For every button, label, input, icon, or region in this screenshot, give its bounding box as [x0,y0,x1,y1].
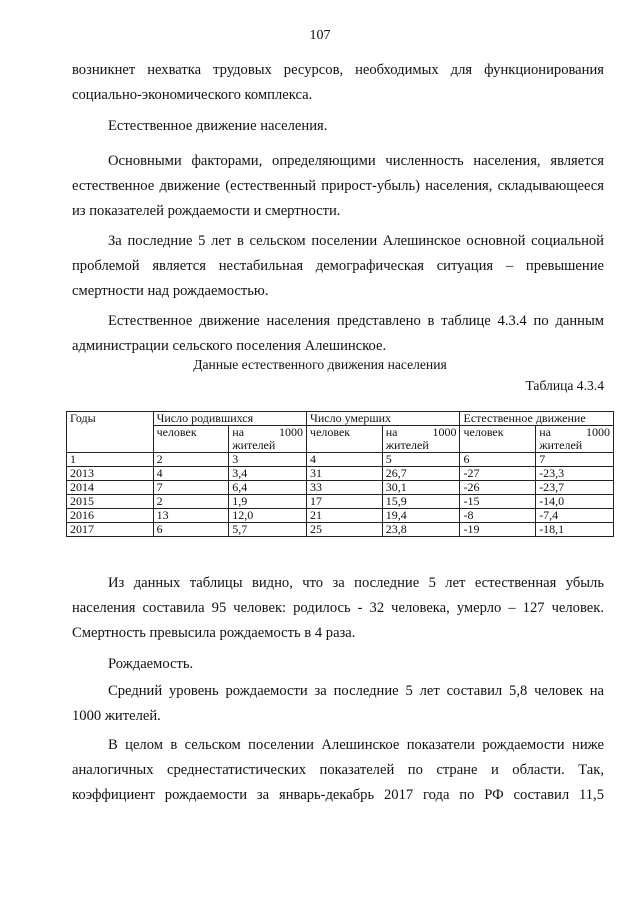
table-cell: 4 [153,467,229,481]
table-cell: 25 [307,523,383,537]
table-cell: 17 [307,495,383,509]
table-cell: 5,7 [229,523,307,537]
table-cell: 7 [153,481,229,495]
table-label: Таблица 4.3.4 [525,378,604,393]
table-cell: -26 [460,481,536,495]
table-cell: 19,4 [382,509,460,523]
table-cell: -23,7 [536,481,614,495]
table-cell: 2013 [67,467,154,481]
table-cell: -19 [460,523,536,537]
table-cell: 3 [229,453,307,467]
table-row [67,495,614,509]
table-row [67,523,614,537]
table-cell: 15,9 [382,495,460,509]
table-cell: 23,8 [382,523,460,537]
table-caption: Данные естественного движения населения [193,357,447,372]
subheader-people: человек [460,426,536,453]
table-cell: 2 [153,453,229,467]
subheader-per-1000: на 1000 жителей [229,426,307,453]
table-cell: 4 [307,453,383,467]
table-cell: 6 [153,523,229,537]
table-cell: 6 [460,453,536,467]
table-cell: -23,3 [536,467,614,481]
table-cell: 6,4 [229,481,307,495]
table-header-row [67,412,614,426]
table-cell: -15 [460,495,536,509]
subheader-people: человек [153,426,229,453]
table-cell: -18,1 [536,523,614,537]
table-cell: 33 [307,481,383,495]
subheader-people: человек [307,426,383,453]
paragraph-table-reference: Естественное движение населения представлено в таблице 4.3.4 по данным администрации сельского поселения Алешинское. [72,313,604,354]
table-cell: 3,4 [229,467,307,481]
table-cell: 31 [307,467,383,481]
table-cell: 5 [382,453,460,467]
table-cell: 12,0 [229,509,307,523]
paragraph-problem: За последние 5 лет в сельском поселении Алешинское основной социальной проблемой является нестабильная демографическая ситуация – превышение смертности над рождаемостью. [72,233,604,299]
page-number: 107 [309,28,331,43]
table-cell: 1 [67,453,154,467]
table-cell: 2015 [67,495,154,509]
paragraph-factors: Основными факторами, определяющими численность населения, является естественное движение (естественный прирост-убыль) населения, складывающееся из показателей рождаемости и смертности. [72,153,604,219]
paragraph-labor-shortage: возникнет нехватка трудовых ресурсов, необходимых для функционирования социально-экономического комплекса. [72,62,604,103]
subheader-per-1000: на 1000 жителей [536,426,614,453]
table-cell: 2017 [67,523,154,537]
table-cell: 13 [153,509,229,523]
heading-natural-movement: Естественное движение населения. [108,118,328,134]
header-born: Число родившихся [153,412,306,426]
table-row [67,467,614,481]
table-numbering-row [67,453,614,467]
table-row [67,481,614,495]
subheader-per-1000: на 1000 жителей [382,426,460,453]
table-cell: 2016 [67,509,154,523]
header-died: Число умерших [307,412,460,426]
table-cell: -14,0 [536,495,614,509]
table-cell: 26,7 [382,467,460,481]
table-cell: -8 [460,509,536,523]
natural-movement-table [66,411,614,537]
table-cell: 21 [307,509,383,523]
header-natural: Естественное движение [460,412,614,426]
header-years: Годы [67,412,154,453]
table-cell: 2014 [67,481,154,495]
paragraph-average-birth: Средний уровень рождаемости за последние 5 лет составил 5,8 человек на 1000 жителей. [72,683,604,724]
table-cell: -27 [460,467,536,481]
table-cell: 2 [153,495,229,509]
table-cell: 30,1 [382,481,460,495]
heading-birth-rate: Рождаемость. [108,656,194,672]
table-cell: -7,4 [536,509,614,523]
table-row [67,509,614,523]
paragraph-comparison: В целом в сельском поселении Алешинское показатели рождаемости ниже аналогичных среднестатистических показателей по стране и области. Так, коэффициент рождаемости за январь-декабрь 2017 года по РФ составил 11,5 [72,737,604,803]
paragraph-conclusion: Из данных таблицы видно, что за последние 5 лет естественная убыль населения составила 95 человек: родилось - 32 человека, умерло – 127 человек. Смертность превысила рождаемость в 4 раза. [72,575,604,641]
table-cell: 7 [536,453,614,467]
table-cell: 1,9 [229,495,307,509]
